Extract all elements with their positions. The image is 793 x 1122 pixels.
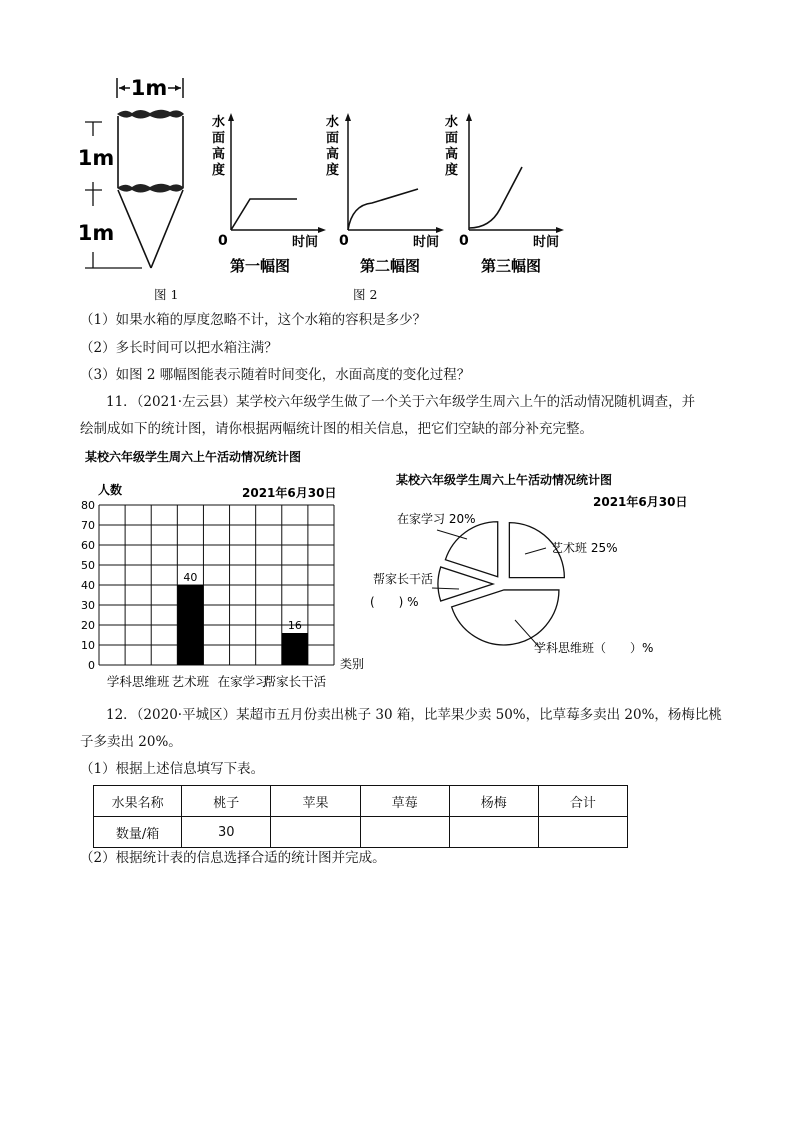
pie-label-housework: 帮家长干活 (373, 572, 434, 586)
table-header-cell: 桃子 (182, 786, 271, 817)
origin-label: 0 (339, 233, 349, 249)
y-label-char: 面 (445, 131, 459, 146)
table-cell-blank[interactable] (538, 817, 627, 848)
height-bottom-label: 1m (77, 221, 115, 245)
table-header-cell: 草莓 (360, 786, 449, 817)
pie-label-home: 在家学习 20% (397, 512, 476, 526)
pie-slice-home (445, 522, 497, 577)
graph-3 (445, 113, 564, 275)
bar (177, 585, 203, 665)
q12-line2: 子多卖出 20%。 (80, 734, 182, 750)
y-label-char: 度 (212, 163, 226, 178)
x-axis-label: 时间 (533, 235, 560, 250)
graph-1-title: 第一幅图 (230, 257, 291, 275)
table-header-cell: 合计 (538, 786, 627, 817)
y-label-char: 水 (445, 115, 459, 130)
y-tick-label: 60 (81, 539, 95, 552)
q10-sub3: （3）如图 2 哪幅图能表示随着时间变化，水面高度的变化过程？ (80, 367, 471, 383)
pie-chart-date: 2021年6月30日 (593, 495, 688, 509)
y-tick-label: 50 (81, 559, 95, 572)
y-tick-label: 70 (81, 519, 95, 532)
figure-1-caption: 图 1 (154, 287, 179, 302)
figure-1-tank (70, 70, 200, 275)
q10-sub1: （1）如果水箱的厚度忽略不计，这个水箱的容积是多少？ (80, 312, 427, 328)
y-tick-label: 80 (81, 499, 95, 512)
fruit-table (93, 785, 628, 848)
q12-sub2: （2）根据统计表的信息选择合适的统计图并完成。 (80, 850, 386, 866)
y-label-char: 度 (445, 163, 459, 178)
bar-chart-title: 某校六年级学生周六上午活动情况统计图 (85, 450, 302, 464)
pie-label-subject: 学科思维班（ ）% (534, 641, 654, 655)
y-label-char: 高 (445, 147, 459, 162)
y-label-char: 面 (326, 131, 340, 146)
q11-line2: 绘制成如下的统计图，请你根据两幅统计图的相关信息，把它们空缺的部分补充完整。 (80, 421, 593, 437)
x-axis-label: 时间 (292, 235, 319, 250)
x-category-label: 在家学习 (217, 674, 268, 689)
x-category-label: 艺术班 (171, 674, 210, 689)
table-cell-blank[interactable] (360, 817, 449, 848)
table-header-cell: 苹果 (271, 786, 360, 817)
table-header-row (94, 786, 628, 817)
bar-chart (80, 445, 370, 695)
bar-chart-date: 2021年6月30日 (242, 486, 337, 500)
width-label: 1m (130, 76, 168, 100)
bar (282, 633, 308, 665)
pie-chart (360, 462, 715, 672)
graph-1 (212, 113, 326, 275)
q10-sub2: （2）多长时间可以把水箱注满？ (80, 340, 278, 356)
pie-label-housework-pct: ( ) % (370, 595, 419, 609)
y-label-char: 水 (326, 115, 340, 130)
table-cell-blank[interactable] (449, 817, 538, 848)
y-tick-label: 20 (81, 619, 95, 632)
origin-label: 0 (459, 233, 469, 249)
y-label-char: 度 (326, 163, 340, 178)
table-row (94, 817, 628, 848)
graph-3-title: 第三幅图 (481, 257, 542, 275)
bar-chart-xlabel: 类别 (340, 657, 365, 671)
table-cell-blank[interactable] (271, 817, 360, 848)
bar-data-label: 16 (287, 619, 302, 632)
x-axis-label: 时间 (413, 235, 440, 250)
table-cell: 30 (182, 817, 271, 848)
y-label-char: 面 (212, 131, 226, 146)
bar-chart-ylabel: 人数 (98, 483, 123, 497)
table-header-cell: 杨梅 (449, 786, 538, 817)
table-cell: 数量/箱 (94, 817, 182, 848)
x-category-label: 学科思维班 (106, 674, 170, 689)
pie-slice-subject (452, 590, 559, 645)
y-label-char: 水 (212, 115, 226, 130)
q11-line1: 11．（2021·左云县）某学校六年级学生做了一个关于六年级学生周六上午的活动情况随机调查，并 (106, 394, 696, 410)
table-header-cell: 水果名称 (94, 786, 182, 817)
y-tick-label: 40 (81, 579, 95, 592)
graph-2-title: 第二幅图 (360, 257, 421, 275)
bar-data-label: 40 (183, 571, 198, 584)
pie-chart-title: 某校六年级学生周六上午活动情况统计图 (396, 473, 613, 487)
graph-2 (326, 113, 444, 275)
figure-2-graphs (200, 105, 580, 280)
figure-2-caption: 图 2 (353, 287, 378, 302)
y-tick-label: 0 (88, 659, 95, 672)
y-tick-label: 30 (81, 599, 95, 612)
height-top-label: 1m (77, 146, 115, 170)
origin-label: 0 (218, 233, 228, 249)
pie-label-art: 艺术班 25% (551, 541, 618, 555)
y-label-char: 高 (326, 147, 340, 162)
y-tick-label: 10 (81, 639, 95, 652)
q12-sub1: （1）根据上述信息填写下表。 (80, 761, 265, 777)
q12-line1: 12．（2020·平城区）某超市五月份卖出桃子 30 箱，比苹果少卖 50%，比草莓多卖出 20%，杨梅比桃 (106, 707, 722, 723)
y-label-char: 高 (212, 147, 226, 162)
x-category-label: 帮家长干活 (263, 674, 327, 689)
